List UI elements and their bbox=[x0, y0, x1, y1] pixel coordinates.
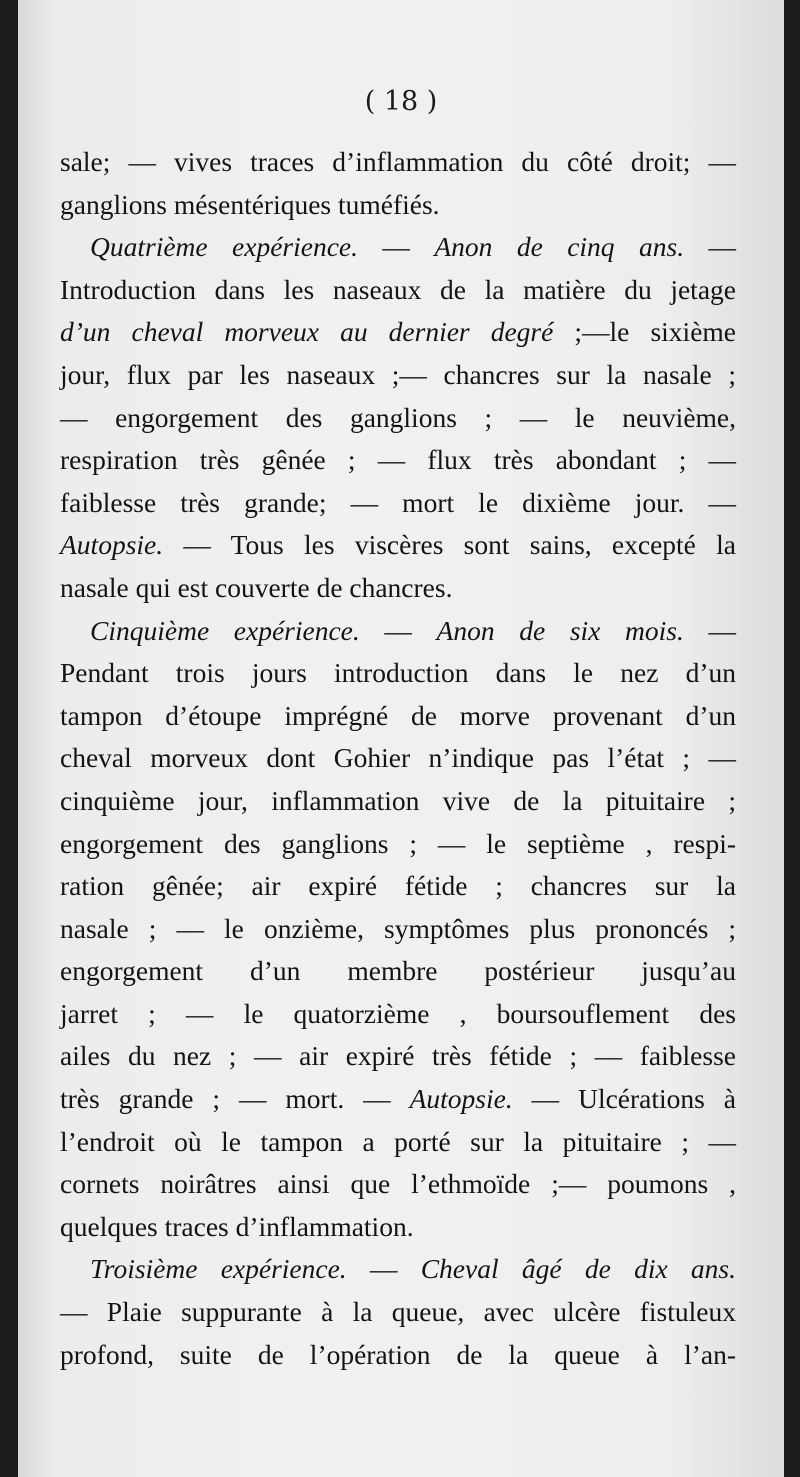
text-run: — Ulcérations à bbox=[512, 1083, 736, 1115]
text-run: ailes du nez ; — air expiré très fétide ; — faiblesse bbox=[60, 1040, 736, 1072]
text-line bbox=[60, 993, 736, 1036]
text-line bbox=[60, 823, 736, 866]
text-line bbox=[60, 610, 736, 653]
text-line bbox=[60, 865, 736, 908]
text-line bbox=[60, 737, 736, 780]
text-run: nasale ; — le onzième, symptômes plus prononcés ; bbox=[60, 912, 736, 944]
text-line bbox=[60, 1163, 736, 1206]
text-line bbox=[60, 1206, 736, 1249]
text-run: — bbox=[359, 614, 437, 646]
text-line bbox=[60, 141, 736, 184]
text-run: — bbox=[346, 1253, 421, 1285]
text-line bbox=[60, 1248, 736, 1291]
text-line bbox=[60, 397, 736, 440]
text-line bbox=[60, 950, 736, 993]
text-line bbox=[60, 226, 736, 269]
text-run: nasale qui est couverte de chancres. bbox=[60, 571, 453, 603]
text-run: ganglions mésentériques tuméfiés. bbox=[60, 188, 440, 220]
text-line bbox=[60, 652, 736, 695]
italic-text: Troisième expérience. bbox=[90, 1253, 347, 1285]
text-line bbox=[60, 354, 736, 397]
text-run: — bbox=[683, 614, 737, 646]
text-line bbox=[60, 1291, 736, 1334]
text-run: cinquième jour, inflammation vive de la pituitaire ; bbox=[60, 784, 736, 816]
text-run: jarret ; — le quatorzième , boursouflement des bbox=[60, 997, 736, 1029]
text-run: — engorgement des ganglions ; — le neuvième, bbox=[60, 401, 736, 433]
text-run: tampon d’étoupe imprégné de morve provenant d’un bbox=[60, 699, 736, 731]
italic-text: Anon de cinq ans. bbox=[434, 231, 685, 263]
text-line bbox=[60, 908, 736, 951]
italic-text: Autopsie. bbox=[409, 1083, 513, 1115]
text-run: très grande ; — mort. — bbox=[60, 1083, 410, 1115]
text-line bbox=[60, 1334, 736, 1377]
text-line bbox=[60, 269, 736, 312]
text-run: — Plaie suppurante à la queue, avec ulcère fistuleux bbox=[60, 1296, 736, 1328]
text-run: engorgement d’un membre postérieur jusqu’au bbox=[60, 955, 736, 987]
text-line bbox=[60, 184, 736, 227]
book-page bbox=[18, 0, 784, 1477]
text-run: quelques traces d’inflammation. bbox=[60, 1210, 414, 1242]
text-line bbox=[60, 439, 736, 482]
italic-text: Autopsie. bbox=[60, 529, 164, 561]
text-run: faiblesse très grande; — mort le dixième jour. — bbox=[60, 486, 736, 518]
italic-text: Cheval âgé de dix ans. bbox=[420, 1253, 737, 1285]
page-number: ( 18 ) bbox=[364, 86, 438, 117]
text-run: ration gênée; air expiré fétide ; chancres sur la bbox=[60, 870, 736, 902]
text-run: sale; — vives traces d’inflammation du côté droit; — bbox=[60, 146, 736, 177]
text-run: — bbox=[358, 231, 435, 263]
body-text bbox=[60, 141, 736, 1376]
text-run: profond, suite de l’opération de la queue à l’an- bbox=[60, 1338, 736, 1370]
italic-text: d’un cheval morveux au dernier degré bbox=[60, 316, 554, 348]
text-run: cheval morveux dont Gohier n’indique pas l’état ; — bbox=[60, 742, 736, 774]
text-line bbox=[60, 524, 736, 567]
text-line bbox=[60, 311, 736, 354]
text-line bbox=[60, 1121, 736, 1164]
text-line bbox=[60, 780, 736, 823]
text-run: cornets noirâtres ainsi que l’ethmoïde ;— poumons , bbox=[60, 1168, 736, 1200]
text-run: Introduction dans les naseaux de la matière du jetage bbox=[60, 273, 736, 305]
text-run: — bbox=[684, 231, 737, 263]
italic-text: Anon de six mois. bbox=[436, 614, 684, 646]
italic-text: Cinquième expérience. bbox=[90, 614, 360, 646]
text-run: Pendant trois jours introduction dans le nez d’un bbox=[60, 657, 736, 689]
text-line bbox=[60, 695, 736, 738]
text-run: — Tous les viscères sont sains, excepté la bbox=[163, 529, 736, 561]
text-run: l’endroit où le tampon a porté sur la pituitaire ; — bbox=[60, 1125, 736, 1157]
text-run: jour, flux par les naseaux ;— chancres sur la nasale ; bbox=[60, 358, 736, 390]
text-line bbox=[60, 1035, 736, 1078]
text-line bbox=[60, 482, 736, 525]
text-line bbox=[60, 567, 736, 610]
text-run: respiration très gênée ; — flux très abondant ; — bbox=[60, 444, 736, 476]
italic-text: Quatrième expérience. bbox=[90, 231, 358, 263]
text-line bbox=[60, 1078, 736, 1121]
text-run: ;—le sixième bbox=[553, 316, 736, 348]
text-run: engorgement des ganglions ; — le septième , respi- bbox=[60, 827, 736, 859]
